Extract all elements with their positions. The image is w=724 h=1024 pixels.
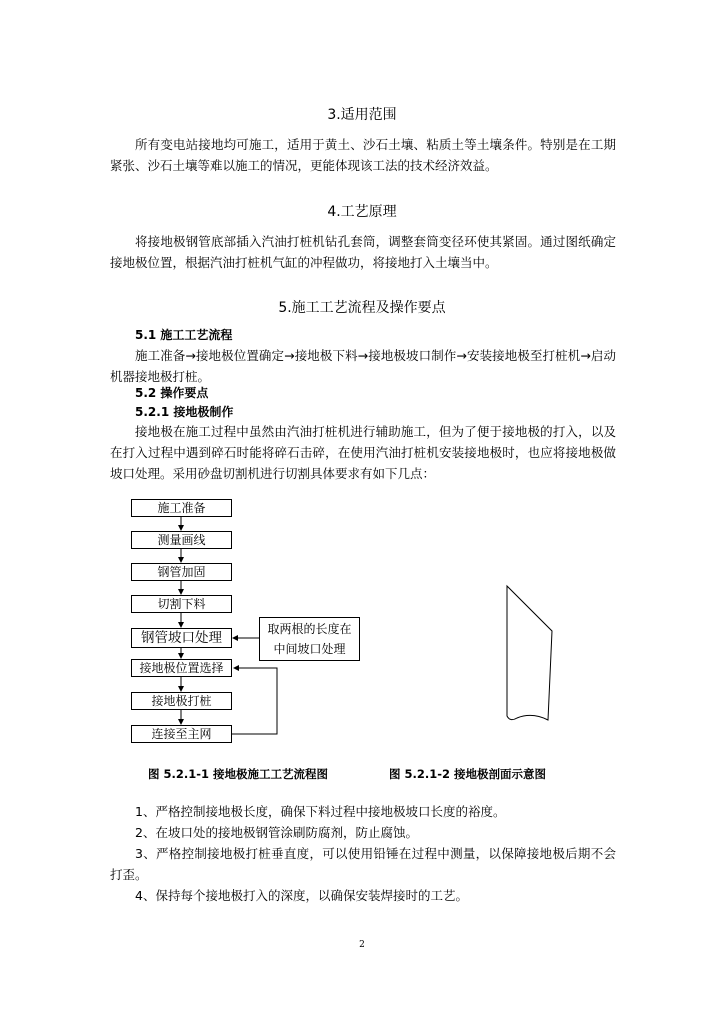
section-3-body: 所有变电站接地均可施工，适用于黄土、沙石土壤、粘质土等土壤条件。特别是在工期紧张、沙石土壤等难以施工的情况，更能体现该工法的技术经济效益。 [110,137,616,173]
flow-step-3: 钢管加固 [131,563,232,581]
section-4-title: 4.工艺原理 [327,204,397,220]
section-3-title: 3.适用范围 [327,107,397,123]
figure-caption-2: 图 5.2.1-2 接地极剖面示意图 [389,767,547,781]
requirement-3: 3、严格控制接地极打桩垂直度，可以使用铅锤在过程中测量，以保障接地极后期不会打歪。 [110,846,616,882]
flow-step-5: 钢管坡口处理 [131,628,232,648]
subsection-5-2-1-title: 5.2.1 接地极制作 [135,405,234,419]
page-number: 2 [359,940,365,950]
section-4-body: 将接地极钢管底部插入汽油打桩机钻孔套筒，调整套筒变径环使其紧固。通过图纸确定接地极位置，根据汽油打桩机气缸的冲程做功，将接地打入土壤当中。 [110,234,616,270]
subsection-5-2-title: 5.2 操作要点 [135,386,209,400]
requirement-4: 4、保持每个接地极打入的深度，以确保安装焊接时的工艺。 [135,888,468,903]
section-5-title: 5.施工工艺流程及操作要点 [278,300,446,316]
arrow-loop-back [232,668,277,734]
flow-note-line-2: 中间坡口处理 [273,642,346,656]
pipe-section-sketch [507,586,552,720]
flow-step-8: 连接至主网 [131,725,232,743]
flow-step-2: 测量画线 [131,531,232,549]
requirement-1: 1、严格控制接地极长度，确保下料过程中接地极坡口长度的裕度。 [135,804,506,819]
flow-step-4: 切割下料 [131,595,232,613]
subsection-5-1-title: 5.1 施工工艺流程 [135,328,233,342]
flow-step-7: 接地极打桩 [131,692,232,710]
flow-note-line-1: 取两根的长度在 [267,622,352,636]
figure-caption-1: 图 5.2.1-1 接地极施工工艺流程图 [148,767,329,781]
flow-step-1: 施工准备 [131,499,232,517]
section-5-2-1-body: 接地极在施工过程中虽然由汽油打桩机进行辅助施工，但为了便于接地极的打入，以及在打入过程中遇到碎石时能将碎石击碎，在使用汽油打桩机安装接地极时，也应将接地极做坡口处理。采用砂盘切割机进行切割具体要求有如下几点： [110,424,616,481]
flow-step-6: 接地极位置选择 [131,659,232,677]
process-flow-text: 施工准备→接地极位置确定→接地极下料→接地极坡口制作→安装接地极至打桩机→启动机器接地极打桩。 [110,348,616,384]
requirement-2: 2、在坡口处的接地极钢管涂刷防腐剂，防止腐蚀。 [135,825,418,840]
